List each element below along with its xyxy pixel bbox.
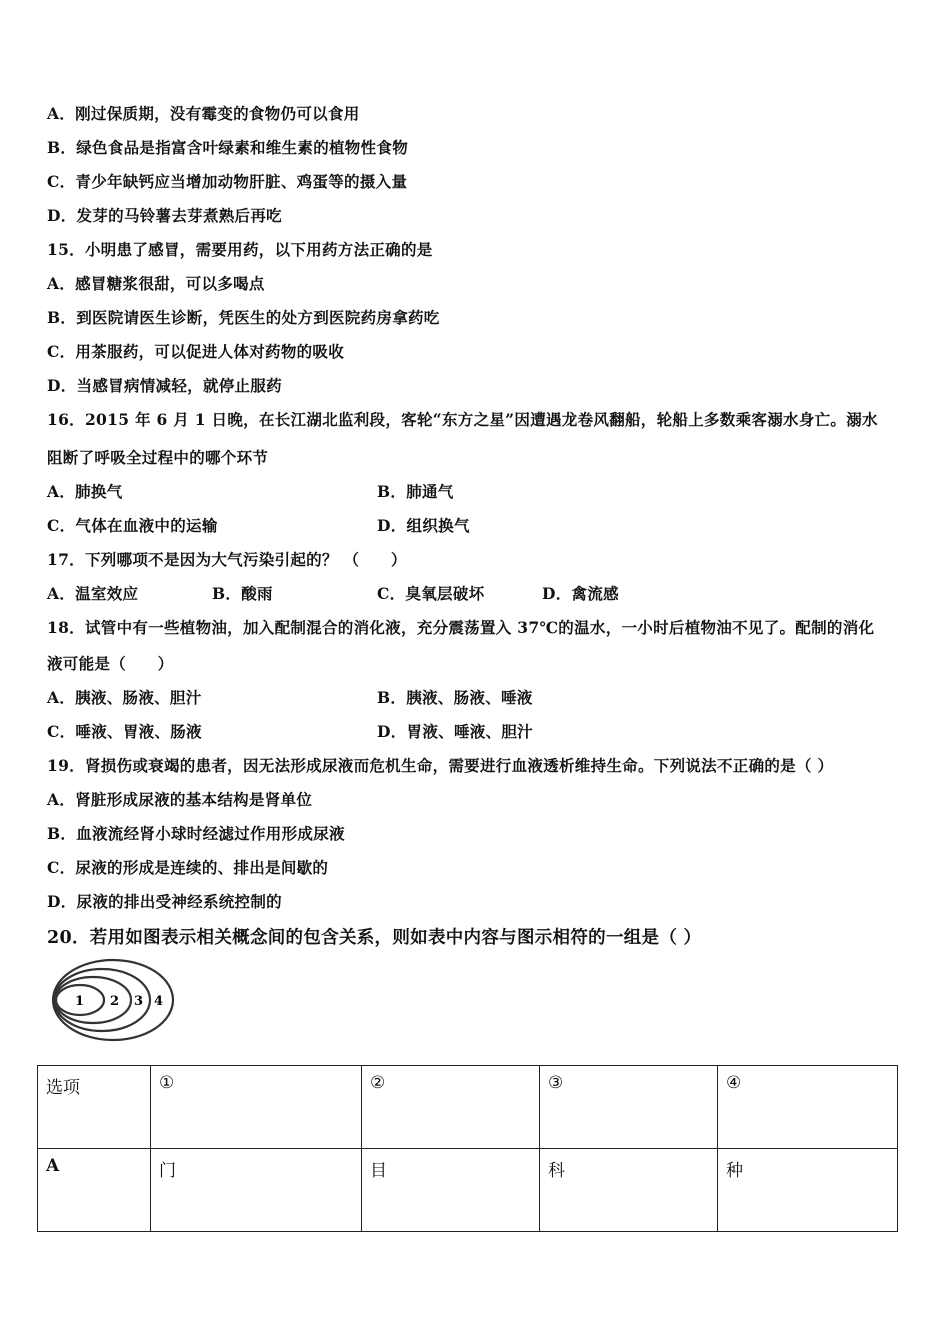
q14-option-a: A．刚过保质期，没有霉变的食物仍可以食用	[47, 104, 360, 123]
q18-option-b: B．胰液、肠液、唾液	[377, 688, 533, 707]
q15-option-c: C．用茶服药，可以促进人体对药物的吸收	[47, 342, 345, 361]
q17-option-b: B．酸雨	[212, 584, 273, 603]
diagram-label-3: 3	[134, 994, 144, 1009]
q14-option-b: B．绿色食品是指富含叶绿素和维生素的植物性食物	[47, 138, 409, 157]
q18-option-d: D．胃液、唾液、胆汁	[377, 722, 533, 741]
q16-stem-line1: 16．2015 年 6 月 1 日晚，在长江湖北监利段，客轮“东方之星”因遭遇龙卷风翻船，轮船上多数乘客溺水身亡。溺水	[47, 410, 878, 429]
q15-stem: 15．小明患了感冒，需要用药，以下用药方法正确的是	[47, 240, 433, 259]
table-cell: 科	[540, 1149, 718, 1232]
nested-ellipses-diagram	[48, 955, 178, 1045]
q19-stem: 19．肾损伤或衰竭的患者，因无法形成尿液而危机生命，需要进行血液透析维持生命。下列说法不正确的是（ ）	[47, 756, 834, 775]
q19-option-a: A．肾脏形成尿液的基本结构是肾单位	[47, 790, 313, 809]
diagram-label-1: 1	[75, 994, 85, 1009]
q15-option-a: A．感冒糖浆很甜，可以多喝点	[47, 274, 265, 293]
table-cell: 目	[362, 1149, 540, 1232]
table-header-cell: ①	[151, 1066, 362, 1149]
q14-option-d: D．发芽的马铃薯去芽煮熟后再吃	[47, 206, 282, 225]
table-header-cell: ②	[362, 1066, 540, 1149]
table-cell: A	[38, 1149, 151, 1232]
q20-options-table	[37, 1065, 898, 1232]
table-header-row	[38, 1066, 898, 1149]
q16-option-c: C．气体在血液中的运输	[47, 516, 218, 535]
q19-option-d: D．尿液的排出受神经系统控制的	[47, 892, 282, 911]
q15-option-b: B．到医院请医生诊断，凭医生的处方到医院药房拿药吃	[47, 308, 440, 327]
ellipse-2	[55, 977, 131, 1023]
table-header-cell: ③	[540, 1066, 718, 1149]
q19-option-b: B．血液流经肾小球时经滤过作用形成尿液	[47, 824, 345, 843]
diagram-label-2: 2	[110, 994, 120, 1009]
q18-stem-line2: 液可能是（ ）	[47, 654, 174, 673]
q16-option-d: D．组织换气	[377, 516, 470, 535]
q19-option-c: C．尿液的形成是连续的、排出是间歇的	[47, 858, 329, 877]
q17-option-d: D．禽流感	[542, 584, 619, 603]
q17-option-c: C．臭氧层破坏	[377, 584, 485, 603]
q15-option-d: D．当感冒病情减轻，就停止服药	[47, 376, 282, 395]
q16-option-a: A．肺换气	[47, 482, 123, 501]
q18-option-a: A．胰液、肠液、胆汁	[47, 688, 202, 707]
q14-option-c: C．青少年缺钙应当增加动物肝脏、鸡蛋等的摄入量	[47, 172, 408, 191]
q17-stem: 17．下列哪项不是因为大气污染引起的？ （ ）	[47, 550, 407, 569]
table-cell: 门	[151, 1149, 362, 1232]
q18-stem-line1: 18．试管中有一些植物油，加入配制混合的消化液，充分震荡置入 37℃的温水，一小时后植物油不见了。配制的消化	[47, 618, 875, 637]
q16-stem-line2: 阻断了呼吸全过程中的哪个环节	[47, 448, 269, 467]
q20-stem: 20．若用如图表示相关概念间的包含关系，则如表中内容与图示相符的一组是（ ）	[47, 928, 702, 948]
diagram-label-4: 4	[154, 994, 164, 1009]
q16-option-b: B．肺通气	[377, 482, 454, 501]
table-cell: 种	[718, 1149, 898, 1232]
table-header-cell: ④	[718, 1066, 898, 1149]
table-row	[38, 1149, 898, 1232]
table-header-cell: 选项	[38, 1066, 151, 1149]
q18-option-c: C．唾液、胃液、肠液	[47, 722, 202, 741]
q17-option-a: A．温室效应	[47, 584, 139, 603]
